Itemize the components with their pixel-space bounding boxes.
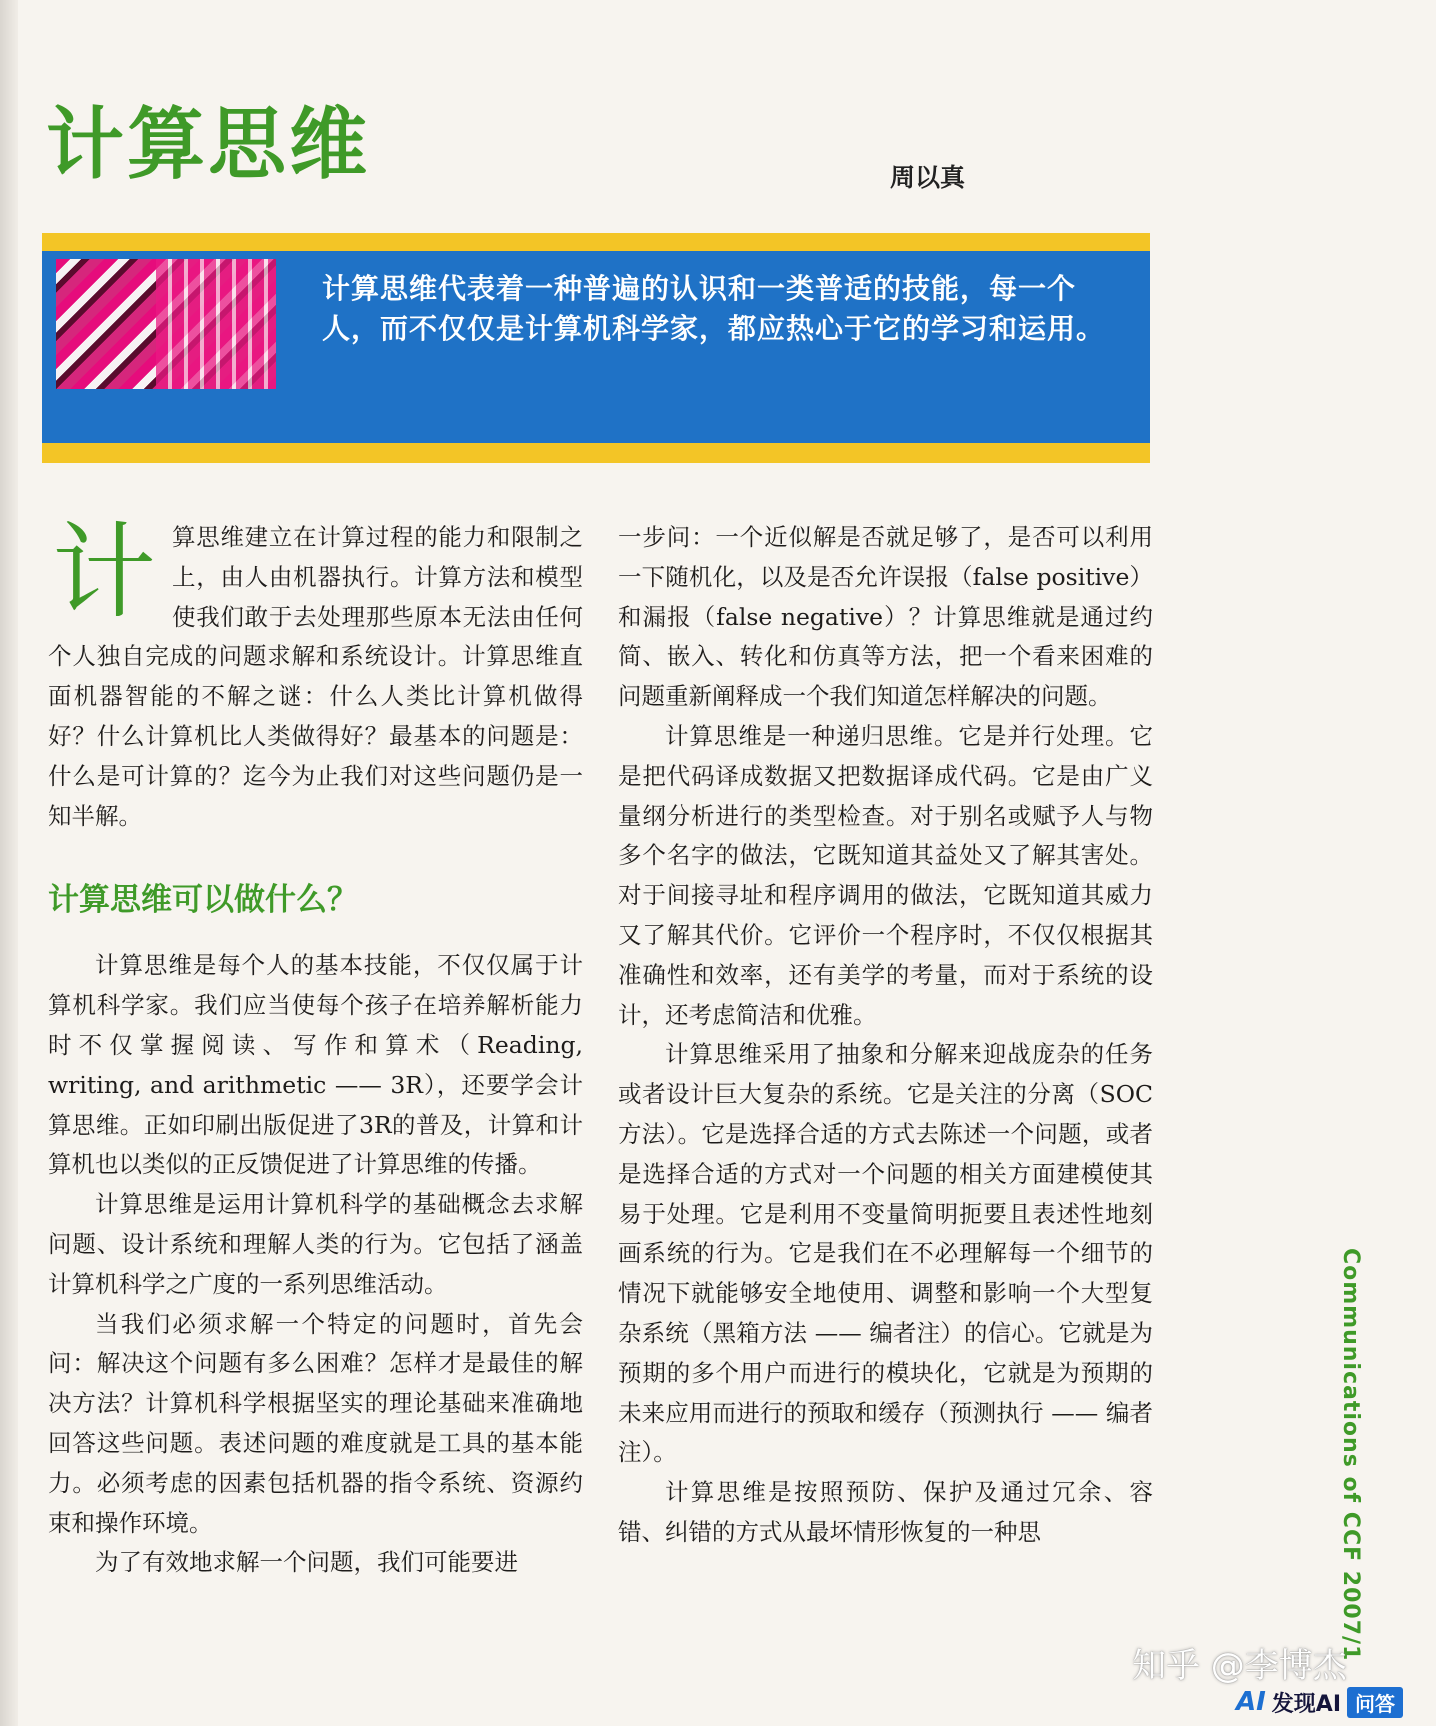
abstract-stripes-image (56, 259, 276, 389)
right-column (618, 518, 1153, 1553)
right-paragraph-2: 计算思维是一种递归思维。它是并行处理。它是把代码译成数据又把数据译成代码。它是由广义量纲分析进行的类型检查。对于别名或赋予人与物多个名字的做法，它既知道其益处又了解其害处。对于间接寻址和程序调用的做法，它既知道其威力又了解其代价。它评价一个程序时，不仅仅根据其准确性和效率，还有美学的考量，而对于系统的设计，还考虑简洁和优雅。 (618, 721, 1153, 1029)
faxian-ai-badge (1236, 1684, 1403, 1720)
drop-cap: 计 (52, 511, 157, 633)
author-name: 周以真 (890, 163, 966, 192)
left-paragraph-3: 当我们必须求解一个特定的问题时，首先会问：解决这个问题有多么困难？怎样才是最佳的解决方法？计算机科学根据坚实的理论基础来准确地回答这些问题。表述问题的难度就是工具的基本能力。必须考虑的因素包括机器的指令系统、资源约束和操作环境。 (48, 1309, 583, 1537)
zhihu-watermark: 知乎 @李博杰 (1132, 1646, 1347, 1686)
badge-text: 发现AI (1271, 1691, 1342, 1717)
quote-banner-panel (42, 251, 1150, 443)
right-paragraph-1: 一步问：一个近似解是否就足够了，是否可以利用一下随机化，以及是否允许误报（false positive）和漏报（false negative）？计算思维就是通过约简、嵌入、转化和仿真等方法，把一个看来困难的问题重新阐释成一个我们知道怎样解决的问题。 (618, 523, 1153, 711)
right-paragraph-4: 计算思维是按照预防、保护及通过冗余、容错、纠错的方式从最坏情形恢复的一种思 (618, 1478, 1153, 1546)
banner-quote: 计算思维代表着一种普遍的认识和一类普适的技能，每一个人，而不仅仅是计算机科学家，都应热心于它的学习和运用。 (322, 272, 1106, 345)
left-paragraph-4: 为了有效地求解一个问题，我们可能要进 (95, 1548, 518, 1577)
journal-side-label: Communications of CCF 2007/1 (1338, 1248, 1363, 1662)
badge-tag: 问答 (1347, 1687, 1403, 1718)
left-paragraph-2: 计算思维是运用计算机科学的基础概念去求解问题、设计系统和理解人类的行为。它包括了涵盖计算机科学之广度的一系列思维活动。 (48, 1190, 583, 1298)
intro-paragraph (48, 511, 583, 836)
intro-text: 算思维建立在计算过程的能力和限制之上，由人由机器执行。计算方法和模型使我们敢于去处理那些原本无法由任何个人独自完成的问题求解和系统设计。计算思维直面机器智能的不解之谜：什么人类比计算机做得好？什么计算机比人类做得好？最基本的问题是：什么是可计算的？迄今为止我们对这些问题仍是一知半解。 (48, 523, 583, 830)
faxian-ai-logo-icon: AI (1236, 1687, 1266, 1717)
section-heading: 计算思维可以做什么？ (48, 882, 358, 919)
right-paragraph-3: 计算思维采用了抽象和分解来迎战庞杂的任务或者设计巨大复杂的系统。它是关注的分离（SOC方法）。它是选择合适的方式去陈述一个问题，或者是选择合适的方式对一个问题的相关方面建模使其易于处理。它是利用不变量简明扼要且表述性地刻画系统的行为。它是我们在不必理解每一个细节的情况下就能够安全地使用、调整和影响一个大型复杂系统（黑箱方法 —— 编者注）的信心。它就是为预期的多个用户而进行的模块化，它就是为预期的未来应用而进行的预取和缓存（预测执行 —— 编者注）。 (618, 1040, 1153, 1467)
quote-banner (42, 233, 1150, 463)
article-title: 计算思维 (46, 100, 371, 191)
left-column (48, 511, 583, 1583)
page-edge-shadow (0, 0, 18, 1726)
left-paragraph-1: 计算思维是每个人的基本技能，不仅仅属于计算机科学家。我们应当使每个孩子在培养解析能力时不仅掌握阅读、写作和算术（Reading, writing, and arithmetic —— 3R），还要学会计算思维。正如印刷出版促进了3R的普及，计算和计算机也以类似的正反馈促进了计算思维的传播。 (48, 951, 583, 1179)
